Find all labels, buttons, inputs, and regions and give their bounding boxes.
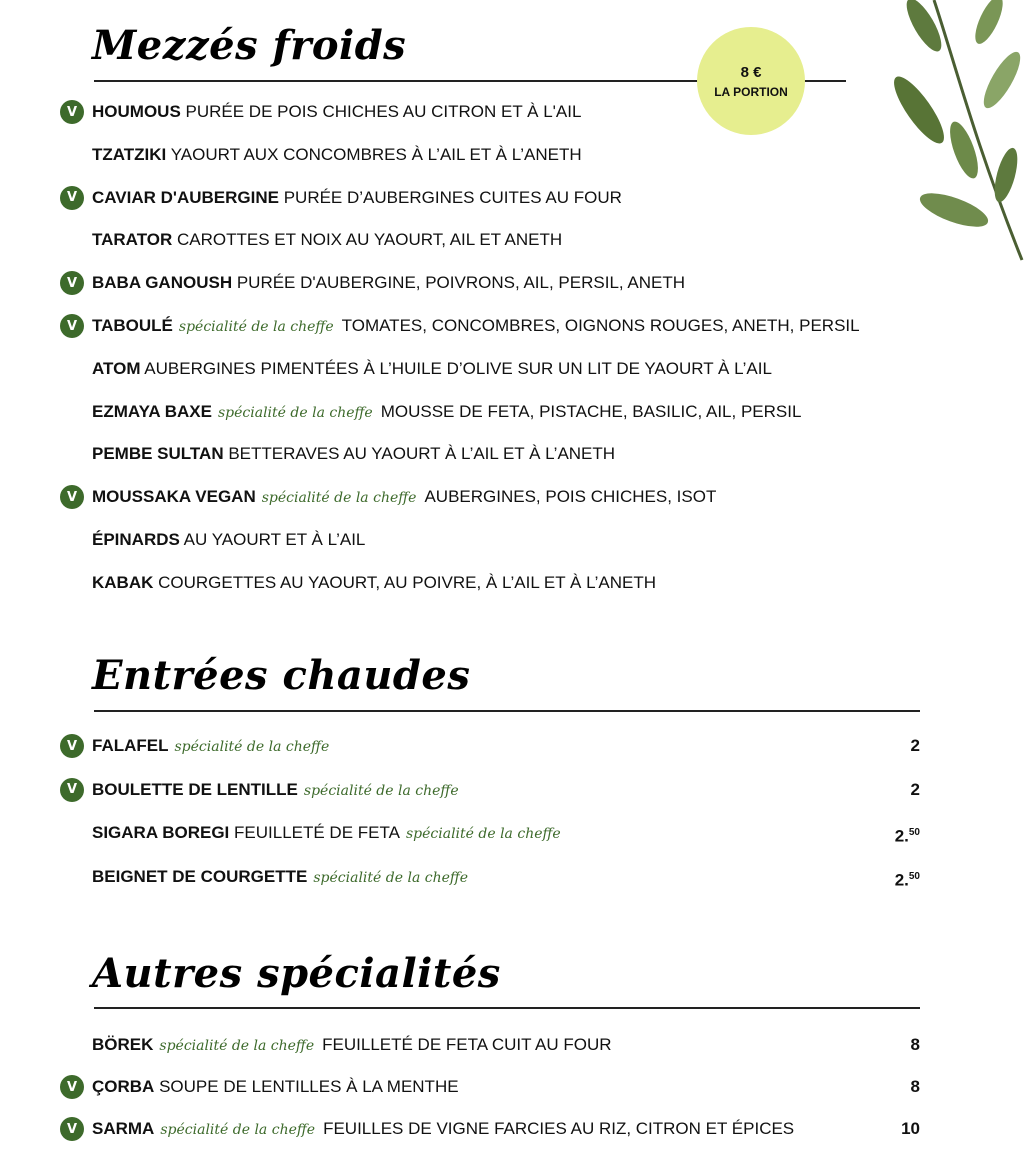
item-name: EZMAYA BAXE bbox=[92, 401, 212, 421]
item-price bbox=[880, 1119, 920, 1139]
vegan-icon: V bbox=[60, 1075, 84, 1099]
section-rule bbox=[94, 710, 920, 712]
price-main: 2 bbox=[910, 779, 920, 799]
menu-item bbox=[92, 780, 467, 801]
chef-specialty-label: spécialité de la cheffe bbox=[174, 739, 330, 755]
menu-item bbox=[92, 273, 685, 293]
item-name: BÖREK bbox=[92, 1035, 154, 1054]
item-description: BETTERAVES AU YAOURT À L’AIL ET À L’ANETH bbox=[228, 444, 616, 464]
item-price bbox=[880, 823, 920, 847]
item-name: ÉPINARDS bbox=[92, 530, 180, 549]
section-title-autres: Autres spécialités bbox=[92, 950, 501, 997]
vegan-icon: V bbox=[60, 1117, 84, 1141]
menu-item bbox=[92, 1035, 612, 1056]
item-name: MOUSSAKA VEGAN bbox=[92, 487, 256, 507]
item-price bbox=[880, 867, 920, 891]
item-name: BOULETTE DE LENTILLE bbox=[92, 779, 298, 799]
item-description: AUBERGINES, POIS CHICHES, ISOT bbox=[424, 487, 717, 507]
menu-item bbox=[92, 487, 716, 508]
item-description: PURÉE DE POIS CHICHES AU CITRON ET À L'AIL bbox=[185, 102, 582, 121]
item-description: TOMATES, CONCOMBRES, OIGNONS ROUGES, ANETH, PERSIL bbox=[341, 316, 860, 335]
chef-specialty-label: spécialité de la cheffe bbox=[159, 1038, 315, 1054]
menu-item bbox=[92, 359, 772, 379]
menu-item bbox=[92, 823, 569, 844]
item-price bbox=[880, 780, 920, 800]
price-main: 2 bbox=[910, 736, 920, 755]
price-main: 2. bbox=[894, 826, 909, 846]
badge-label: LA PORTION bbox=[714, 84, 788, 99]
item-description: CAROTTES ET NOIX AU YAOURT, AIL ET ANETH bbox=[177, 230, 563, 250]
section-title-entrees: Entrées chaudes bbox=[92, 652, 471, 699]
item-price bbox=[880, 1035, 920, 1055]
price-cents: 50 bbox=[908, 827, 920, 838]
chef-specialty-label: spécialité de la cheffe bbox=[303, 782, 459, 799]
item-description: YAOURT AUX CONCOMBRES À L’AIL ET À L’ANETH bbox=[170, 144, 582, 164]
section-rule bbox=[94, 1007, 920, 1009]
vegan-icon: V bbox=[60, 734, 84, 758]
menu-item bbox=[92, 145, 582, 165]
item-name: BABA GANOUSH bbox=[92, 273, 233, 293]
price-cents: 50 bbox=[908, 870, 920, 882]
item-name: PEMBE SULTAN bbox=[92, 444, 224, 464]
item-description: SOUPE DE LENTILLES À LA MENTHE bbox=[159, 1077, 459, 1096]
item-name: TABOULÉ bbox=[92, 316, 173, 335]
olive-branch-illustration bbox=[894, 0, 1024, 270]
item-name: CAVIAR D'AUBERGINE bbox=[92, 187, 279, 207]
item-description: AUBERGINES PIMENTÉES À L’HUILE D’OLIVE SUR UN LIT DE YAOURT À L’AIL bbox=[144, 358, 772, 378]
item-description: AU YAOURT ET À L’AIL bbox=[183, 530, 366, 549]
vegan-icon: V bbox=[60, 485, 84, 509]
item-name: TARATOR bbox=[92, 230, 173, 250]
chef-specialty-label: spécialité de la cheffe bbox=[405, 826, 561, 842]
item-name: SIGARA BOREGI bbox=[92, 823, 230, 842]
price-main: 8 bbox=[910, 1035, 920, 1054]
portion-price-badge bbox=[697, 27, 805, 135]
price-main: 10 bbox=[901, 1119, 920, 1138]
menu-item bbox=[92, 188, 622, 208]
vegan-icon: V bbox=[60, 314, 84, 338]
item-name: HOUMOUS bbox=[92, 102, 181, 121]
menu-item bbox=[92, 230, 562, 250]
item-description: MOUSSE DE FETA, PISTACHE, BASILIC, AIL, PERSIL bbox=[380, 401, 802, 421]
item-description: PURÉE D'AUBERGINE, POIVRONS, AIL, PERSIL, ANETH bbox=[236, 273, 686, 293]
vegan-icon: V bbox=[60, 271, 84, 295]
item-name: SARMA bbox=[92, 1119, 155, 1138]
chef-specialty-label: spécialité de la cheffe bbox=[217, 404, 373, 421]
item-name: FALAFEL bbox=[92, 736, 169, 755]
menu-item bbox=[92, 573, 656, 593]
menu-item bbox=[92, 530, 365, 550]
item-name: KABAK bbox=[92, 572, 154, 592]
item-price bbox=[880, 736, 920, 756]
chef-specialty-label: spécialité de la cheffe bbox=[178, 319, 334, 335]
chef-specialty-label: spécialité de la cheffe bbox=[261, 490, 417, 507]
vegan-icon: V bbox=[60, 100, 84, 124]
menu-item bbox=[92, 1077, 459, 1097]
menu-item bbox=[92, 736, 337, 757]
item-price bbox=[880, 1077, 920, 1097]
item-name: TZATZIKI bbox=[92, 144, 167, 164]
chef-specialty-label: spécialité de la cheffe bbox=[160, 1122, 316, 1138]
item-name: ÇORBA bbox=[92, 1077, 155, 1096]
vegan-icon: V bbox=[60, 778, 84, 802]
price-main: 2. bbox=[894, 870, 909, 890]
item-description: FEUILLETÉ DE FETA CUIT AU FOUR bbox=[322, 1035, 612, 1054]
menu-item bbox=[92, 316, 860, 337]
item-description: FEUILLETÉ DE FETA bbox=[234, 823, 400, 842]
price-main: 8 bbox=[910, 1077, 920, 1096]
item-description: COURGETTES AU YAOURT, AU POIVRE, À L’AIL ET À L’ANETH bbox=[158, 572, 656, 592]
chef-specialty-label: spécialité de la cheffe bbox=[313, 869, 469, 886]
item-name: BEIGNET DE COURGETTE bbox=[92, 866, 308, 886]
menu-item bbox=[92, 444, 615, 464]
item-description: PURÉE D’AUBERGINES CUITES AU FOUR bbox=[283, 187, 622, 207]
vegan-icon: V bbox=[60, 186, 84, 210]
menu-item bbox=[92, 102, 581, 122]
menu-item bbox=[92, 402, 801, 423]
section-title-mezzes: Mezzés froids bbox=[92, 22, 407, 69]
menu-item bbox=[92, 1119, 794, 1140]
menu-item bbox=[92, 867, 476, 888]
item-name: ATOM bbox=[92, 358, 141, 378]
item-description: FEUILLES DE VIGNE FARCIES AU RIZ, CITRON ET ÉPICES bbox=[323, 1119, 795, 1138]
badge-price: 8 € bbox=[740, 63, 762, 81]
